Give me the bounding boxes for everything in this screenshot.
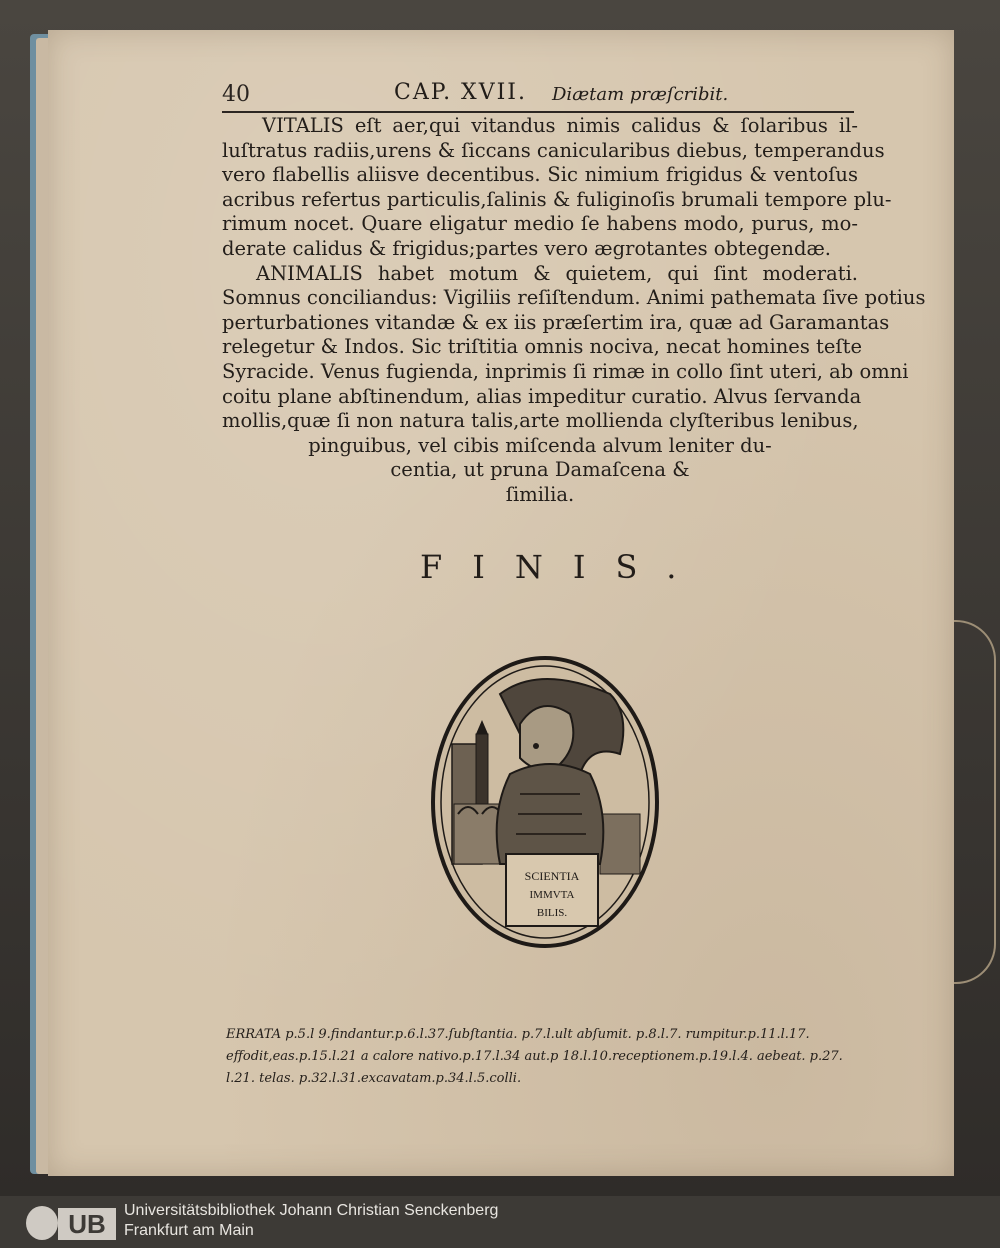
emblem-motto-2: IMMVTA — [529, 889, 575, 901]
institution-name: Universitätsbibliothek Johann Christian Senckenberg — [124, 1202, 499, 1219]
text-line: centia, ut pruna Damaſcena & — [390, 458, 690, 482]
text-line: mollis,quæ ſi non natura talis,arte mollienda clyſteribus lenibus, — [222, 409, 859, 433]
errata-line: ERRATA p.5.l 9.findantur.p.6.l.37.ſubſtantia. p.7.l.ult abſumit. p.8.l.7. rumpitur.p.11.l.17. — [226, 1027, 810, 1042]
library-footer — [0, 1196, 1000, 1248]
page-number: 40 — [222, 82, 250, 107]
chapter-heading: CAP. XVII. — [394, 80, 527, 105]
header-rule — [222, 111, 854, 113]
text-line: Syracide. Venus fugienda, inprimis ſi rimæ in collo ſint uteri, ab omni — [222, 359, 909, 383]
text-line: derate calidus & frigidus;partes vero ægrotantes obtegendæ. — [222, 236, 831, 260]
emblem-motto-1: SCIENTIA — [524, 869, 580, 883]
text-line: perturbationes vitandæ & ex iis præſertim ira, quæ ad Garamantas — [222, 310, 890, 334]
emblem-motto-3: BILIS. — [536, 907, 568, 919]
running-header — [222, 78, 854, 112]
text-line: Somnus conciliandus: Vigiliis reſiſtendum. Animi pathemata ſive potius — [222, 286, 926, 310]
errata-line: l.21. telas. p.32.l.31.excavatam.p.34.l.5.colli. — [226, 1071, 522, 1086]
errata-line: effodit,eas.p.15.l.21 a calore nativo.p.17.l.34 aut.p 18.l.10.receptionem.p.19.l.4. aebeat. p.27. — [226, 1049, 843, 1064]
institution-city: Frankfurt am Main — [124, 1222, 254, 1239]
errata-block — [226, 1024, 858, 1090]
binding-thread — [954, 620, 996, 984]
text-line: pinguibus, vel cibis miſcenda alvum leniter du- — [308, 433, 772, 457]
text-line: VITALIS eſt aer,qui vitandus nimis calidus & ſolaribus il- — [262, 114, 858, 137]
library-seal-icon — [26, 1206, 58, 1240]
text-line: relegetur & Indos. Sic triſtitia omnis nociva, necat homines teſte — [222, 335, 863, 359]
text-line: vero flabellis aliisve decentibus. Sic nimium frigidus & ventoſus — [222, 163, 858, 187]
body-text — [222, 114, 926, 508]
text-line: rimum nocet. Quare eligatur medio ſe habens modo, purus, mo- — [222, 212, 858, 236]
finis-heading: FINIS. — [420, 548, 707, 586]
text-line: coitu plane abſtinendum, alias impeditur curatio. Alvus ſervanda — [222, 384, 862, 408]
text-line: ſimilia. — [505, 482, 575, 506]
text-line: acribus refertus particulis,ſalinis & fuliginoſis brumali tempore plu- — [222, 187, 892, 211]
printer-emblem-woodcut — [430, 654, 660, 950]
text-line: ANIMALIS habet motum & quietem, qui ſint moderati. — [256, 261, 858, 285]
chapter-subtitle: Diætam præſcribit. — [552, 84, 729, 105]
text-line: luſtratus radiis,urens & ſiccans canicularibus diebus, temperandus — [222, 138, 885, 162]
library-logo: UB — [58, 1208, 116, 1240]
